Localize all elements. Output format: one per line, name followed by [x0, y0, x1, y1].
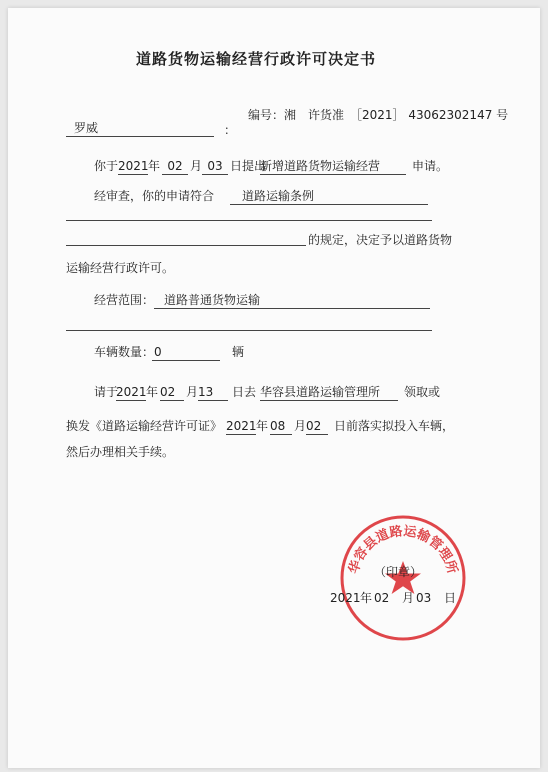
document-number: 编号：湘 许货准 ［2021］ 43062302147 号 [248, 108, 509, 122]
para4-prefix: 换发《道路运输经营许可证》 [66, 419, 223, 433]
date-ri: 日 [444, 591, 457, 605]
date-month: 02 [374, 591, 390, 605]
document-page [8, 8, 540, 768]
para3-year: 2021 [116, 385, 147, 399]
para2-law-text: 道路运输条例 [242, 189, 315, 203]
para3-day: 13 [198, 384, 228, 401]
stamp-label: （印章） [374, 565, 423, 579]
para1-day: 03 [202, 158, 228, 175]
para2-law [230, 188, 428, 205]
scope-value: 道路普通货物运输 [164, 293, 261, 307]
para1-yue: 月 [190, 159, 203, 173]
vehicles-value: 0 [154, 345, 162, 359]
para3-yue: 月 [186, 385, 199, 399]
date-day: 03 [416, 591, 432, 605]
vehicles-unit: 辆 [232, 345, 245, 359]
para2-last: 运输经营行政许可。 [66, 261, 175, 275]
blank-line [66, 330, 432, 331]
blank-line [66, 245, 306, 246]
para3-suffix: 领取或 [404, 385, 441, 399]
para1-month: 02 [162, 158, 188, 175]
para4-last: 然后办理相关手续。 [66, 445, 175, 459]
para4-nian: 年 [256, 419, 269, 433]
scope-label: 经营范围： [94, 293, 155, 307]
scope-field [154, 292, 430, 309]
recipient-name: 罗威 [74, 121, 99, 135]
para4-day: 02 [306, 418, 328, 435]
recipient-field [66, 120, 214, 137]
para3-ri: 日去 [232, 385, 257, 399]
date-yue: 月 [402, 591, 415, 605]
vehicles-label: 车辆数量： [94, 345, 155, 359]
para1-nian: 年 [148, 159, 161, 173]
date-year: 2021 [330, 591, 361, 605]
para2-suffix: 的规定，决定予以道路货物 [308, 233, 453, 247]
recipient-colon: ： [224, 123, 237, 137]
para4-month: 08 [270, 418, 292, 435]
para1-suffix: 申请。 [412, 159, 449, 173]
blank-line [66, 220, 432, 221]
para1-ri: 日提出 [230, 159, 267, 173]
date-nian: 年 [360, 591, 373, 605]
para1-year: 2021 [118, 159, 149, 173]
para3-nian: 年 [146, 385, 159, 399]
document-title: 道路货物运输经营行政许可决定书 [136, 50, 377, 68]
para3-prefix: 请于 [94, 385, 119, 399]
para2-prefix: 经审查，你的申请符合 [94, 189, 215, 203]
seal-text: 华容县道路运输管理所 [346, 524, 460, 576]
para3-office: 华容县道路运输管理所 [260, 384, 398, 401]
para4-year: 2021 [226, 419, 257, 433]
para4-yue: 月 [294, 419, 307, 433]
para3-month: 02 [160, 384, 184, 401]
para1-item: 新增道路货物运输经营 [260, 158, 406, 175]
para1-prefix: 你于 [94, 159, 119, 173]
para4-suffix: 日前落实拟投入车辆， [334, 419, 455, 433]
vehicles-field [152, 344, 220, 361]
